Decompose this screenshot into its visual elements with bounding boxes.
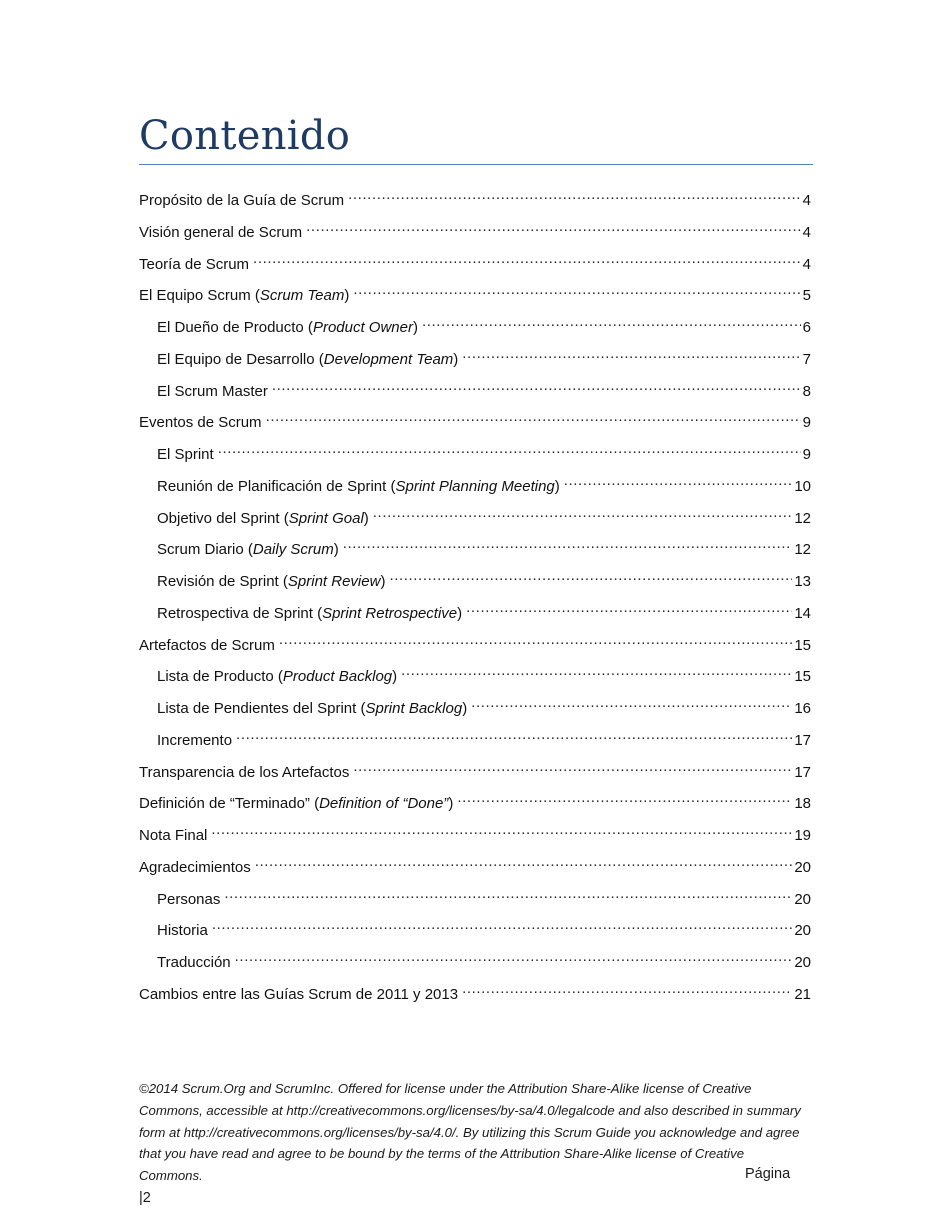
dot-leader xyxy=(306,222,801,237)
toc-entry-title xyxy=(139,634,275,658)
dot-leader xyxy=(389,571,792,586)
dot-leader xyxy=(253,254,801,269)
toc-entry-page: 9 xyxy=(802,414,811,432)
toc-entry-suffix: ) xyxy=(380,573,386,590)
toc-entry-title xyxy=(157,380,268,404)
page-title: Contenido xyxy=(139,113,351,159)
toc-entry-title xyxy=(139,284,349,308)
dot-leader xyxy=(462,984,792,999)
toc-entry-title xyxy=(157,729,232,753)
toc-entry-title xyxy=(157,507,369,531)
dot-leader xyxy=(466,603,792,618)
toc-entry-title xyxy=(139,856,251,880)
toc-entry[interactable] xyxy=(139,411,811,443)
toc-entry-page: 14 xyxy=(794,604,811,622)
toc-entry-text: El Equipo de Desarrollo ( xyxy=(157,350,324,368)
toc-entry-title xyxy=(157,316,418,340)
toc-entry-text: Nota Final xyxy=(139,827,208,844)
toc-entry-text: Lista de Pendientes del Sprint ( xyxy=(157,700,366,717)
toc-entry-text: Traducción xyxy=(157,954,231,971)
dot-leader xyxy=(462,349,800,364)
toc-entry-text: Propósito de la Guía de Scrum xyxy=(139,192,345,209)
toc-entry-suffix: ) xyxy=(457,604,463,622)
toc-entry-title xyxy=(157,665,397,689)
toc-entry[interactable] xyxy=(139,697,811,729)
toc-entry-title xyxy=(139,824,207,848)
toc-entry-page: 19 xyxy=(794,827,811,844)
toc-entry-page: 13 xyxy=(794,573,811,590)
toc-entry-title xyxy=(157,348,458,372)
toc-entry[interactable] xyxy=(139,443,811,475)
toc-entry-english-term: Sprint Backlog xyxy=(365,700,463,717)
dot-leader xyxy=(266,412,801,427)
toc-entry-text: Eventos de Scrum xyxy=(139,414,262,432)
toc-entry-english-term: Sprint Review xyxy=(287,573,381,590)
toc-entry-title xyxy=(157,443,214,467)
dot-leader xyxy=(343,539,793,554)
toc-entry-suffix: ) xyxy=(448,795,454,813)
toc-entry-text: Historia xyxy=(157,922,208,940)
toc-entry-page: 10 xyxy=(794,477,811,495)
toc-entry-page: 20 xyxy=(794,890,811,908)
toc-entry-text: El Scrum Master xyxy=(157,382,268,400)
toc-entry-text: Incremento xyxy=(157,731,233,749)
dot-leader xyxy=(422,317,801,332)
toc-entry[interactable] xyxy=(139,507,811,539)
toc-entry-page: 4 xyxy=(802,192,811,209)
toc-entry-text: Visión general de Scrum xyxy=(139,223,303,241)
toc-entry-suffix: ) xyxy=(462,700,468,717)
toc-entry-page: 12 xyxy=(794,541,811,559)
toc-entry[interactable] xyxy=(139,284,811,316)
toc-entry-text: Objetivo del Sprint ( xyxy=(157,509,289,527)
toc-entry-suffix: ) xyxy=(453,350,459,368)
toc-entry-text: Lista de Producto ( xyxy=(157,668,283,686)
toc-entry-text: El Equipo Scrum ( xyxy=(139,287,260,305)
toc-entry-suffix: ) xyxy=(554,477,560,495)
toc-entry[interactable] xyxy=(139,602,811,634)
toc-entry-title xyxy=(139,253,249,277)
toc-entry-page: 6 xyxy=(802,319,811,336)
page-number: |2 xyxy=(139,1190,151,1206)
toc-entry-title xyxy=(157,570,385,594)
toc-entry-page: 17 xyxy=(794,763,811,781)
toc-entry-suffix: ) xyxy=(344,287,350,305)
toc-entry-title xyxy=(139,411,262,435)
dot-leader xyxy=(353,762,792,777)
toc-entry-title xyxy=(139,983,458,1007)
toc-entry-title xyxy=(157,697,467,721)
toc-entry[interactable] xyxy=(139,316,811,348)
toc-entry-page: 15 xyxy=(794,668,811,686)
toc-entry[interactable] xyxy=(139,221,811,253)
toc-entry-title xyxy=(139,792,453,816)
dot-leader xyxy=(272,381,801,396)
toc-entry-page: 4 xyxy=(802,223,811,241)
dot-leader xyxy=(401,666,792,681)
toc-entry-page: 15 xyxy=(794,636,811,654)
toc-entry-english-term: Sprint Retrospective xyxy=(322,604,458,622)
toc-entry-text: Transparencia de los Artefactos xyxy=(139,763,350,781)
page-label: Página xyxy=(745,1166,791,1182)
dot-leader xyxy=(373,508,793,523)
dot-leader xyxy=(348,190,801,205)
toc-entry-page: 20 xyxy=(794,922,811,940)
toc-entry-english-term: Product Backlog xyxy=(282,668,393,686)
toc-entry-suffix: ) xyxy=(412,319,418,336)
toc-entry[interactable] xyxy=(139,380,811,412)
toc-entry-suffix: ) xyxy=(333,541,339,559)
toc-entry[interactable] xyxy=(139,983,811,1015)
toc-entry-text: Cambios entre las Guías Scrum de 2011 y 2013 xyxy=(139,985,459,1003)
toc-entry[interactable] xyxy=(139,951,811,983)
toc-entry-text: Reunión de Planificación de Sprint ( xyxy=(157,477,396,495)
toc-entry-title xyxy=(157,602,462,626)
toc-entry[interactable] xyxy=(139,856,811,888)
toc-entry-english-term: Sprint Planning Meeting xyxy=(395,477,555,495)
toc-entry-page: 20 xyxy=(794,858,811,876)
dot-leader xyxy=(236,730,792,745)
toc-entry[interactable] xyxy=(139,538,811,570)
toc-entry-english-term: Daily Scrum xyxy=(252,541,334,559)
toc-entry-title xyxy=(157,538,339,562)
toc-entry-text: Agradecimientos xyxy=(139,858,251,876)
toc-entry-title xyxy=(157,888,220,912)
toc-entry-text: Retrospectiva de Sprint ( xyxy=(157,604,323,622)
title-underline xyxy=(139,164,813,165)
dot-leader xyxy=(218,444,801,459)
toc-entry-text: Revisión de Sprint ( xyxy=(157,573,288,590)
toc-entry-english-term: Product Owner xyxy=(312,319,413,336)
toc-entry-suffix: ) xyxy=(392,668,398,686)
toc-entry-page: 21 xyxy=(794,985,811,1003)
toc-entry[interactable] xyxy=(139,348,811,380)
dot-leader xyxy=(457,793,792,808)
toc-entry[interactable] xyxy=(139,189,811,221)
dot-leader xyxy=(235,952,793,967)
toc-entry-title xyxy=(157,475,560,499)
toc-entry-title xyxy=(139,189,344,213)
toc-entry-title xyxy=(139,761,349,785)
toc-entry-suffix: ) xyxy=(363,509,369,527)
toc-entry[interactable] xyxy=(139,634,811,666)
toc-entry-english-term: Development Team xyxy=(323,350,454,368)
license-footer: ©2014 Scrum.Org and ScrumInc. Offered for license under the Attribution Share-Alike license of Creative Commons, accessible at http://creativecommons.org/licenses/by-sa/4.0/legalcode and also described in summary form at http://creativecommons.org/licenses/by-sa/4.0/. By utilizing this Scrum Guide you acknowledge and agree that you have read and agree to be bound by the terms of the Attribution Share-Alike license of Creative Commons. xyxy=(139,1081,801,1184)
dot-leader xyxy=(224,889,792,904)
toc-entry-page: 7 xyxy=(802,350,811,368)
toc-entry-title xyxy=(139,221,302,245)
table-of-contents xyxy=(139,189,811,1015)
toc-entry-page: 16 xyxy=(794,700,811,717)
dot-leader xyxy=(255,857,793,872)
toc-entry-text: Artefactos de Scrum xyxy=(139,636,275,654)
toc-entry[interactable] xyxy=(139,888,811,920)
dot-leader xyxy=(211,825,792,840)
dot-leader xyxy=(564,476,793,491)
toc-entry-title xyxy=(157,919,208,943)
dot-leader xyxy=(279,635,792,650)
toc-entry-page: 18 xyxy=(794,795,811,813)
toc-entry-text: Scrum Diario ( xyxy=(157,541,253,559)
toc-entry-english-term: Sprint Goal xyxy=(288,509,364,527)
toc-entry-page: 20 xyxy=(794,954,811,971)
toc-entry-text: El Dueño de Producto ( xyxy=(157,319,313,336)
toc-entry-page: 4 xyxy=(802,255,811,273)
toc-entry-text: Definición de “Terminado” ( xyxy=(139,795,320,813)
dot-leader xyxy=(353,285,800,300)
toc-entry[interactable] xyxy=(139,253,811,285)
toc-entry[interactable] xyxy=(139,475,811,507)
toc-entry-title xyxy=(157,951,231,975)
toc-entry-page: 5 xyxy=(802,287,811,305)
toc-entry-page: 17 xyxy=(794,731,811,749)
toc-entry[interactable] xyxy=(139,792,811,824)
toc-entry-text: Personas xyxy=(157,890,221,908)
toc-entry-page: 9 xyxy=(802,446,811,463)
toc-entry-text: Teoría de Scrum xyxy=(139,255,250,273)
dot-leader xyxy=(471,698,792,713)
toc-entry-english-term: Definition of “Done” xyxy=(319,795,449,813)
toc-entry[interactable] xyxy=(139,824,811,856)
toc-entry[interactable] xyxy=(139,570,811,602)
toc-entry[interactable] xyxy=(139,761,811,793)
toc-entry-text: El Sprint xyxy=(157,446,214,463)
toc-entry[interactable] xyxy=(139,665,811,697)
toc-entry[interactable] xyxy=(139,729,811,761)
toc-entry-english-term: Scrum Team xyxy=(259,287,345,305)
toc-entry-page: 8 xyxy=(802,382,811,400)
toc-entry-page: 12 xyxy=(794,509,811,527)
dot-leader xyxy=(212,920,792,935)
toc-entry[interactable] xyxy=(139,919,811,951)
